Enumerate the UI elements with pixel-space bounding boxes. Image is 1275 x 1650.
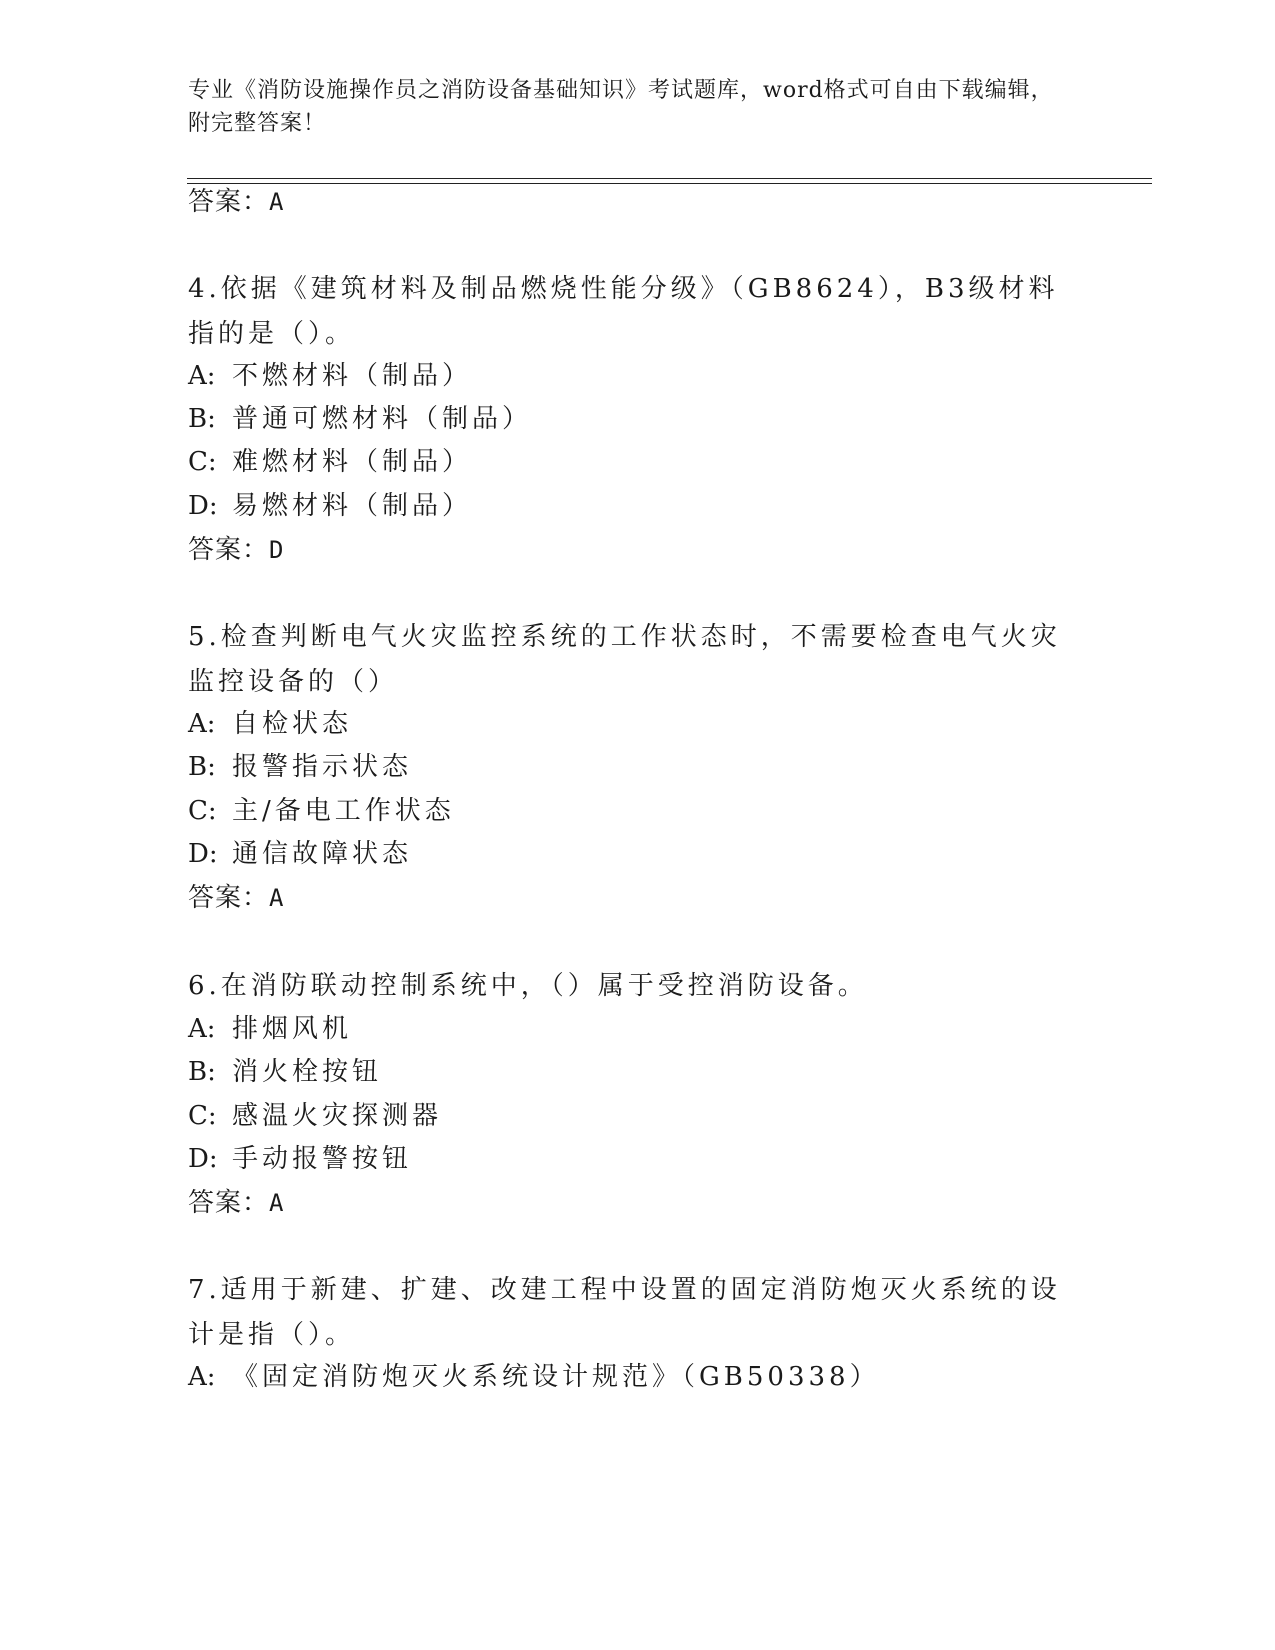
page-header: 专业《消防设施操作员之消防设备基础知识》考试题库，word格式可自由下载编辑，附完整答案！ <box>188 78 1054 136</box>
option-text: 易燃材料（制品） <box>232 491 473 521</box>
question-4-answer <box>188 530 284 570</box>
question-7-text: 7.适用于新建、扩建、改建工程中设置的固定消防炮灭火系统的设计是指（）。 <box>188 1275 1061 1350</box>
question-4-option-a <box>188 356 472 396</box>
option-key: A: <box>188 361 216 391</box>
option-key: D: <box>188 839 218 869</box>
answer-line <box>188 182 284 222</box>
option-text: 消火栓按钮 <box>232 1057 383 1087</box>
question-5-text: 5.检查判断电气火灾监控系统的工作状态时，不需要检查电气火灾监控设备的（） <box>188 622 1061 697</box>
answer-value: A <box>269 884 285 912</box>
option-key: C: <box>188 796 217 826</box>
question-7-option-a <box>188 1357 880 1397</box>
option-text: 《固定消防炮灭火系统设计规范》（GB50338） <box>232 1362 880 1392</box>
option-text: 不燃材料（制品） <box>232 361 473 391</box>
question-5-answer <box>188 878 284 918</box>
answer-value: A <box>269 188 285 216</box>
answer-value: A <box>269 1189 285 1217</box>
option-key: D: <box>188 491 218 521</box>
option-key: A: <box>188 709 216 739</box>
question-4-option-d <box>188 486 472 526</box>
answer-label: 答案： <box>188 883 270 913</box>
question-6-option-b <box>188 1052 382 1092</box>
option-key: C: <box>188 447 217 477</box>
option-text: 报警指示状态 <box>232 752 413 782</box>
option-text: 主/备电工作状态 <box>232 796 455 826</box>
option-key: A: <box>188 1014 216 1044</box>
question-4-option-b <box>188 399 532 439</box>
answer-value: D <box>269 536 285 564</box>
question-5-option-a <box>188 704 352 744</box>
option-key: C: <box>188 1101 217 1131</box>
header-divider-top <box>187 178 1152 179</box>
question-6-text: 6.在消防联动控制系统中，（）属于受控消防设备。 <box>188 971 868 1001</box>
header-divider-bottom <box>187 183 1152 184</box>
option-text: 自检状态 <box>232 709 353 739</box>
option-text: 普通可燃材料（制品） <box>232 404 533 434</box>
question-5-option-b <box>188 747 412 787</box>
option-text: 难燃材料（制品） <box>232 447 473 477</box>
option-key: A: <box>188 1362 216 1392</box>
answer-label: 答案： <box>188 535 270 565</box>
question-5-option-d <box>188 834 412 874</box>
option-key: B: <box>188 1057 216 1087</box>
question-4-option-c <box>188 442 472 482</box>
answer-label: 答案： <box>188 187 270 217</box>
question-6-answer <box>188 1183 284 1223</box>
question-6-option-c <box>188 1096 442 1136</box>
question-6-option-d <box>188 1139 412 1179</box>
option-text: 感温火灾探测器 <box>232 1101 443 1131</box>
option-text: 通信故障状态 <box>232 839 413 869</box>
option-text: 手动报警按钮 <box>232 1144 413 1174</box>
option-text: 排烟风机 <box>232 1014 353 1044</box>
question-6-option-a <box>188 1009 352 1049</box>
option-key: B: <box>188 404 216 434</box>
option-key: D: <box>188 1144 218 1174</box>
answer-label: 答案： <box>188 1188 270 1218</box>
question-4-text: 4.依据《建筑材料及制品燃烧性能分级》（GB8624），B3级材料指的是（）。 <box>188 274 1059 349</box>
question-5-option-c <box>188 791 455 831</box>
option-key: B: <box>188 752 216 782</box>
